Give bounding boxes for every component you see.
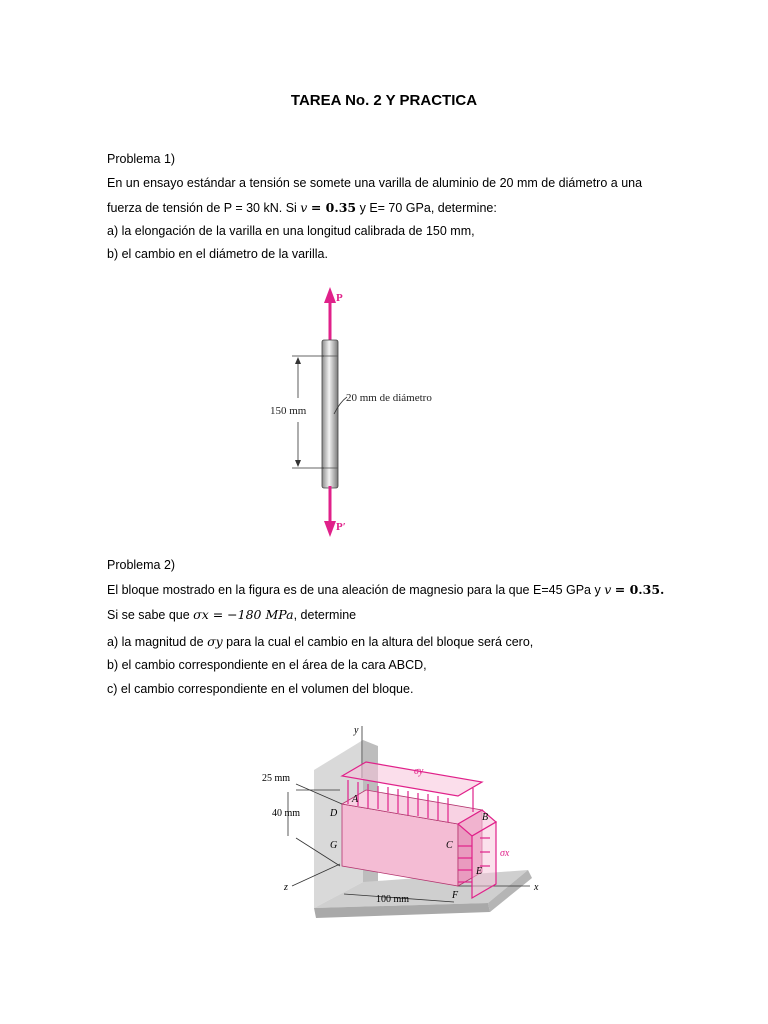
vertex-g: G bbox=[330, 840, 338, 851]
vertex-c: C bbox=[446, 840, 453, 851]
sigma-y-label: σy bbox=[414, 766, 424, 777]
axis-y-label: y bbox=[354, 725, 359, 736]
problem1-heading: Problema 1) bbox=[107, 152, 176, 166]
problem1-line1: En un ensayo estándar a tensión se somete una varilla de aluminio de 20 mm de diámetro a una bbox=[107, 176, 643, 190]
vertex-f: F bbox=[452, 890, 459, 901]
problem2-line1 bbox=[107, 578, 707, 603]
problem2-heading: Problema 2) bbox=[107, 558, 176, 572]
vertex-e: E bbox=[476, 866, 483, 877]
axis-x-label: x bbox=[534, 882, 539, 893]
sigma-x-label: σx bbox=[500, 848, 510, 859]
force-label-top: P bbox=[336, 292, 343, 304]
problem2-line2 bbox=[107, 603, 677, 628]
nu-value-2: = 0.35. bbox=[614, 582, 665, 597]
problem2-item-a-pre: a) la magnitud de bbox=[107, 635, 208, 649]
problem2-item-b: b) el cambio correspondiente en el área de la cara ABCD, bbox=[107, 658, 427, 672]
vertex-d: D bbox=[330, 808, 338, 819]
force-arrow-top bbox=[324, 287, 336, 342]
problem2-item-c: c) el cambio correspondiente en el volumen del bloque. bbox=[107, 682, 414, 696]
nu-value: = 0.35 bbox=[310, 200, 357, 215]
problem1-line2-post: y E= 70 GPa, determine: bbox=[356, 201, 497, 215]
sigma-x-expression: σx = −180 MPa bbox=[193, 607, 294, 622]
problem1-line2-pre: fuerza de tensión de P = 30 kN. Si bbox=[107, 201, 301, 215]
nu-symbol-2: v bbox=[604, 582, 612, 597]
force-label-bottom: P′ bbox=[336, 521, 346, 533]
problem2-line2-pre: Si se sabe que bbox=[107, 608, 194, 622]
vertex-b: B bbox=[482, 812, 489, 823]
vertex-a: A bbox=[352, 794, 359, 805]
dim-40-label: 40 mm bbox=[272, 808, 301, 819]
dim-25-label: 25 mm bbox=[262, 773, 291, 784]
dim-100-label: 100 mm bbox=[376, 894, 410, 905]
problem1-item-a: a) la elongación de la varilla en una longitud calibrada de 150 mm, bbox=[107, 224, 475, 238]
problem2-item-a-post: para la cual el cambio en la altura del bloque será cero, bbox=[222, 635, 534, 649]
diameter-label: 20 mm de diámetro bbox=[346, 392, 432, 404]
nu-symbol: v bbox=[300, 200, 308, 215]
block-figure bbox=[258, 718, 558, 930]
problem2-item-a bbox=[107, 630, 677, 655]
page-title: TAREA No. 2 Y PRACTICA bbox=[290, 92, 478, 109]
length-label: 150 mm bbox=[270, 405, 307, 417]
aluminum-rod bbox=[322, 340, 338, 488]
problem1-item-b: b) el cambio en el diámetro de la varilla. bbox=[107, 247, 328, 261]
force-arrow-bottom bbox=[324, 486, 336, 537]
sigma-y-symbol: σy bbox=[207, 634, 223, 649]
problem2-line2-post: , determine bbox=[293, 608, 357, 622]
axis-z-label: z bbox=[284, 882, 288, 893]
problem1-line2 bbox=[107, 196, 677, 221]
rod-figure bbox=[260, 284, 500, 540]
problem2-line1-pre: El bloque mostrado en la figura es de una aleación de magnesio para la que E=45 GPa y bbox=[107, 583, 605, 597]
